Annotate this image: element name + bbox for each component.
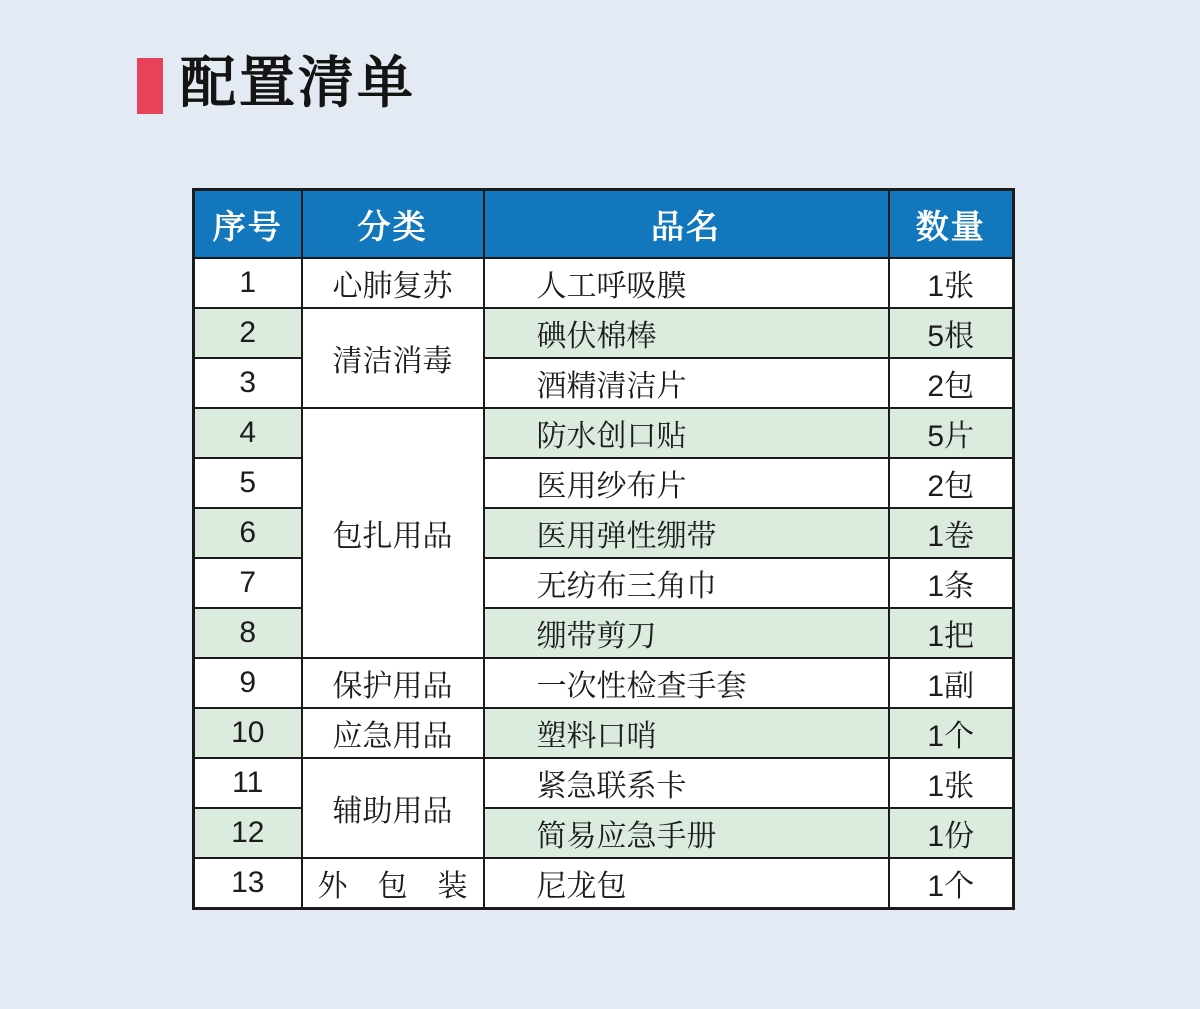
quantity-cell: 1把 xyxy=(889,608,1014,658)
row-number-cell: 1 xyxy=(194,258,302,308)
category-cell: 清洁消毒 xyxy=(302,308,484,408)
row-number-cell: 13 xyxy=(194,858,302,909)
item-name-cell: 防水创口贴 xyxy=(484,408,889,458)
quantity-cell: 2包 xyxy=(889,458,1014,508)
table-row xyxy=(194,658,1014,708)
column-header-3: 数量 xyxy=(889,190,1014,259)
page-title: 配置清单 xyxy=(180,51,416,114)
item-name-cell: 绷带剪刀 xyxy=(484,608,889,658)
category-cell: 应急用品 xyxy=(302,708,484,758)
item-name-cell: 简易应急手册 xyxy=(484,808,889,858)
title-accent-bar xyxy=(137,58,163,114)
table-row xyxy=(194,758,1014,808)
quantity-cell: 1个 xyxy=(889,858,1014,909)
table-row xyxy=(194,258,1014,308)
quantity-cell: 5片 xyxy=(889,408,1014,458)
table-row xyxy=(194,858,1014,909)
config-table xyxy=(192,188,1015,910)
quantity-cell: 1条 xyxy=(889,558,1014,608)
header-row xyxy=(194,190,1014,259)
item-name-cell: 无纺布三角巾 xyxy=(484,558,889,608)
category-cell: 外 包 装 xyxy=(302,858,484,909)
item-name-cell: 人工呼吸膜 xyxy=(484,258,889,308)
row-number-cell: 9 xyxy=(194,658,302,708)
row-number-cell: 7 xyxy=(194,558,302,608)
row-number-cell: 4 xyxy=(194,408,302,458)
config-table-wrap xyxy=(192,188,1015,910)
column-header-2: 品名 xyxy=(484,190,889,259)
item-name-cell: 医用弹性绷带 xyxy=(484,508,889,558)
quantity-cell: 1副 xyxy=(889,658,1014,708)
row-number-cell: 11 xyxy=(194,758,302,808)
category-cell: 辅助用品 xyxy=(302,758,484,858)
row-number-cell: 2 xyxy=(194,308,302,358)
column-header-1: 分类 xyxy=(302,190,484,259)
quantity-cell: 1份 xyxy=(889,808,1014,858)
table-header-row xyxy=(194,190,1014,259)
table-row xyxy=(194,308,1014,358)
quantity-cell: 1张 xyxy=(889,258,1014,308)
row-number-cell: 6 xyxy=(194,508,302,558)
item-name-cell: 碘伏棉棒 xyxy=(484,308,889,358)
row-number-cell: 5 xyxy=(194,458,302,508)
quantity-cell: 5根 xyxy=(889,308,1014,358)
category-cell: 心肺复苏 xyxy=(302,258,484,308)
row-number-cell: 8 xyxy=(194,608,302,658)
item-name-cell: 医用纱布片 xyxy=(484,458,889,508)
row-number-cell: 12 xyxy=(194,808,302,858)
item-name-cell: 尼龙包 xyxy=(484,858,889,909)
category-cell: 包扎用品 xyxy=(302,408,484,658)
row-number-cell: 3 xyxy=(194,358,302,408)
quantity-cell: 2包 xyxy=(889,358,1014,408)
column-header-0: 序号 xyxy=(194,190,302,259)
item-name-cell: 塑料口哨 xyxy=(484,708,889,758)
quantity-cell: 1张 xyxy=(889,758,1014,808)
quantity-cell: 1卷 xyxy=(889,508,1014,558)
quantity-cell: 1个 xyxy=(889,708,1014,758)
table-row xyxy=(194,708,1014,758)
item-name-cell: 紧急联系卡 xyxy=(484,758,889,808)
table-body xyxy=(194,258,1014,909)
page-title-block xyxy=(137,52,416,114)
item-name-cell: 一次性检查手套 xyxy=(484,658,889,708)
row-number-cell: 10 xyxy=(194,708,302,758)
category-cell: 保护用品 xyxy=(302,658,484,708)
item-name-cell: 酒精清洁片 xyxy=(484,358,889,408)
table-row xyxy=(194,408,1014,458)
